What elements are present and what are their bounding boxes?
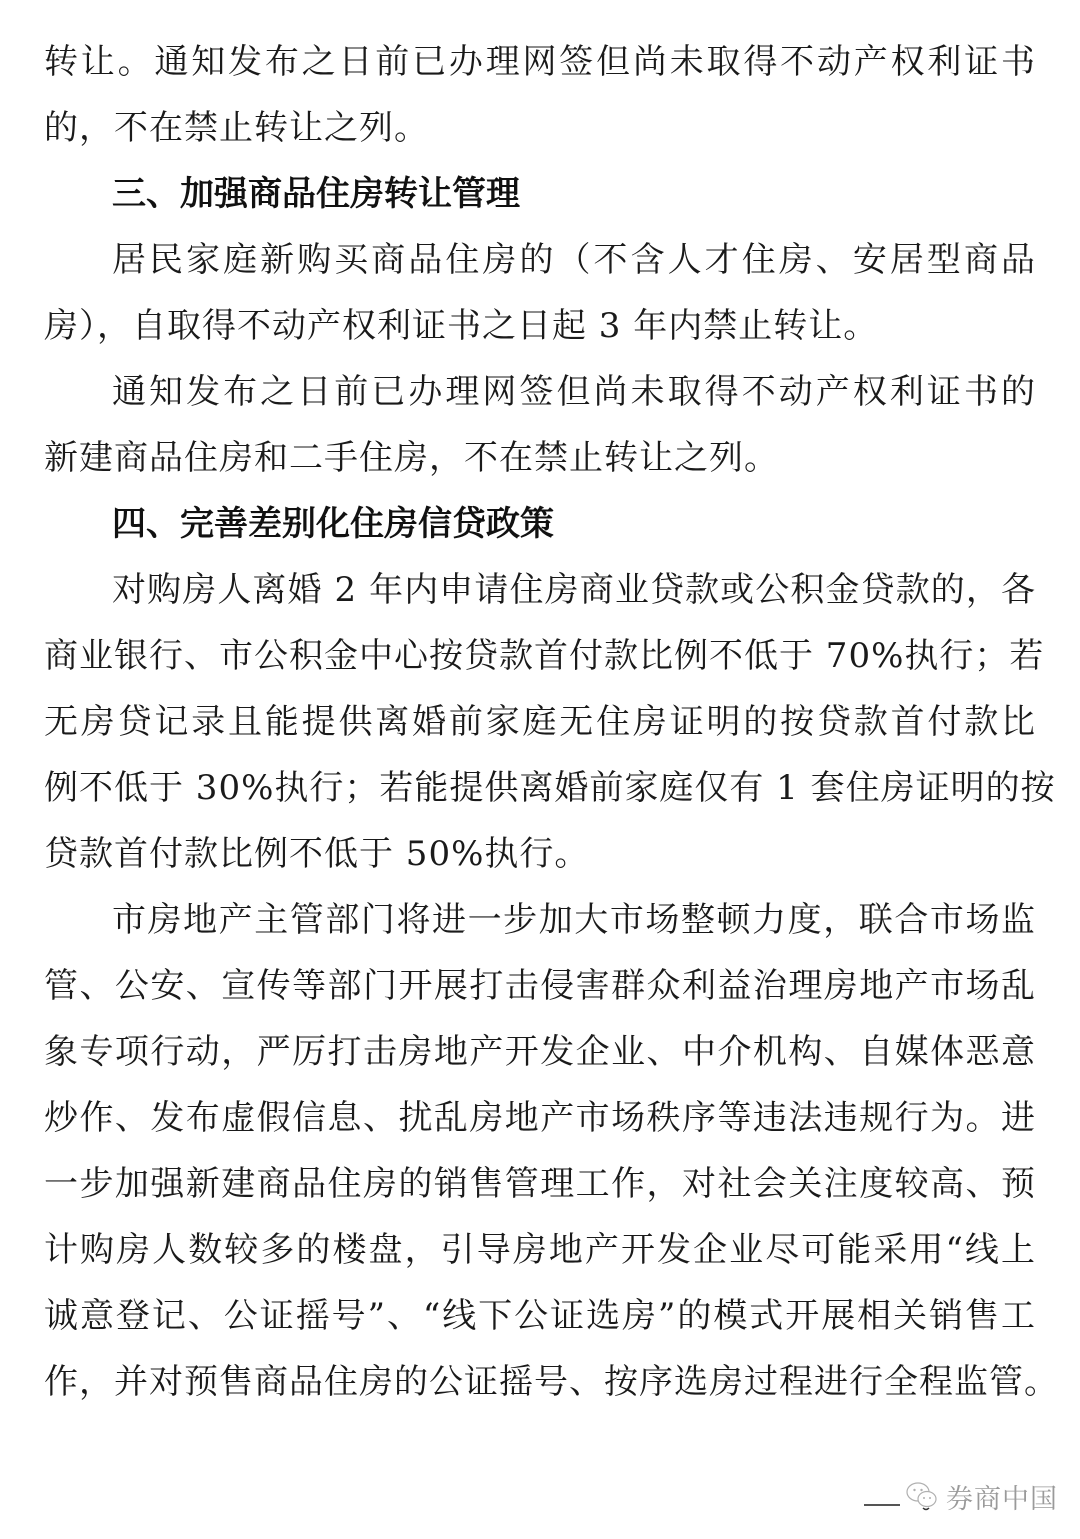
text-line: 象专项行动，严厉打击房地产开发企业、中介机构、自媒体恶意	[44, 1032, 1036, 1072]
text-line: 例不低于 30%执行；若能提供离婚前家庭仅有 1 套住房证明的按	[44, 768, 1056, 808]
text-line: 转让。通知发布之日前已办理网签但尚未取得不动产权利证书	[44, 42, 1036, 82]
section-heading-3: 三、加强商品住房转让管理	[112, 174, 520, 214]
text-line: 对购房人离婚 2 年内申请住房商业贷款或公积金贷款的，各	[112, 570, 1036, 610]
watermark-text: 券商中国	[946, 1483, 1058, 1515]
watermark	[864, 1476, 1058, 1516]
text-line: 一步加强新建商品住房的销售管理工作，对社会关注度较高、预	[44, 1164, 1036, 1204]
wechat-icon	[904, 1478, 940, 1514]
text-line: 居民家庭新购买商品住房的（不含人才住房、安居型商品	[112, 240, 1036, 280]
text-line: 新建商品住房和二手住房，不在禁止转让之列。	[44, 438, 779, 478]
text-line: 作，并对预售商品住房的公证摇号、按序选房过程进行全程监管。	[44, 1362, 1059, 1402]
text-line: 诚意登记、公证摇号”、“线下公证选房”的模式开展相关销售工	[44, 1296, 1036, 1336]
text-line: 炒作、发布虚假信息、扰乱房地产市场秩序等违法违规行为。进	[44, 1098, 1036, 1138]
text-line: 市房地产主管部门将进一步加大市场整顿力度，联合市场监	[112, 900, 1036, 940]
text-line: 贷款首付款比例不低于 50%执行。	[44, 834, 590, 874]
text-line: 的，不在禁止转让之列。	[44, 108, 429, 148]
section-heading-4: 四、完善差别化住房信贷政策	[112, 504, 554, 544]
text-line: 通知发布之日前已办理网签但尚未取得不动产权利证书的	[112, 372, 1036, 412]
text-line: 无房贷记录且能提供离婚前家庭无住房证明的按贷款首付款比	[44, 702, 1036, 742]
text-line: 房），自取得不动产权利证书之日起 3 年内禁止转让。	[44, 306, 879, 346]
text-line: 商业银行、市公积金中心按贷款首付款比例不低于 70%执行；若	[44, 636, 1045, 676]
page-number-dash	[864, 1504, 900, 1506]
text-line: 管、公安、宣传等部门开展打击侵害群众利益治理房地产市场乱	[44, 966, 1036, 1006]
text-line: 计购房人数较多的楼盘，引导房地产开发企业尽可能采用“线上	[44, 1230, 1036, 1270]
